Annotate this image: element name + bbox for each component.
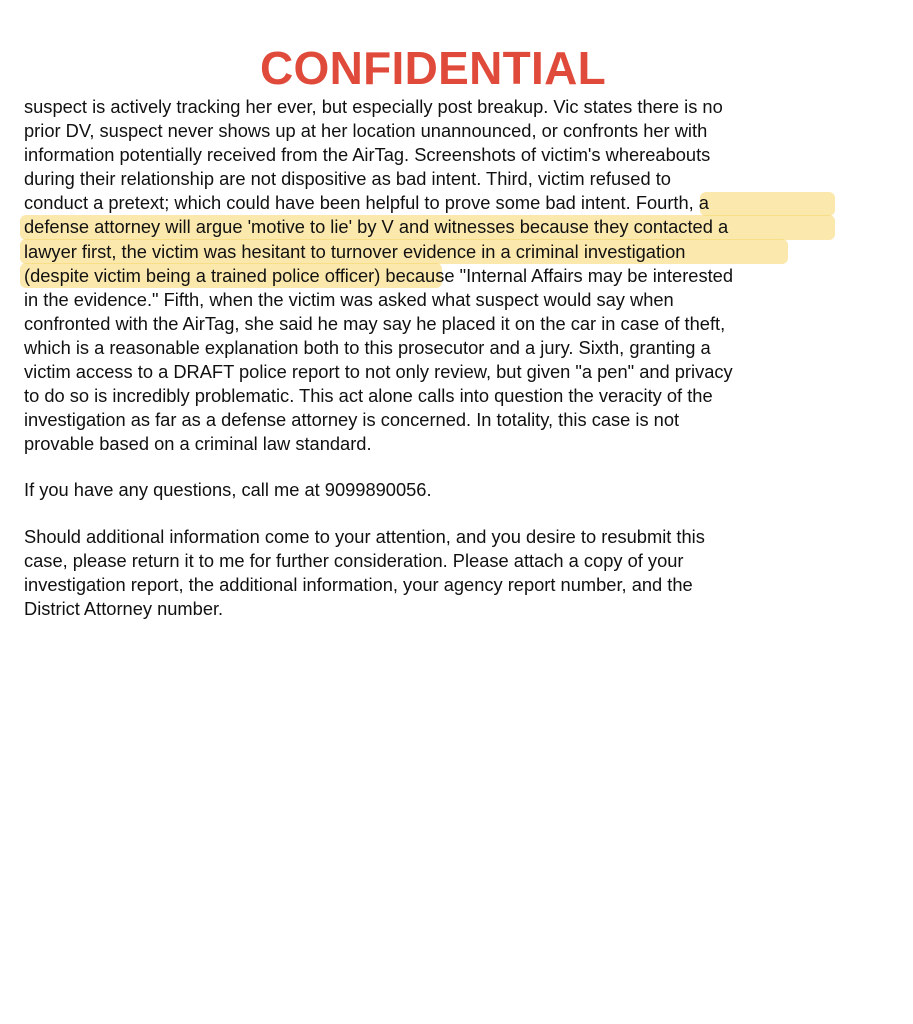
text-line: investigation as far as a defense attorney is concerned. In totality, this case is not — [24, 409, 680, 431]
text-line: provable based on a criminal law standard. — [24, 433, 372, 455]
text-line: District Attorney number. — [24, 597, 224, 619]
paragraph-spacer — [24, 456, 854, 478]
confidential-banner: CONFIDENTIAL — [259, 42, 607, 94]
text-segment: conduct a pretext; which could have been helpful to prove some bad intent. — [24, 192, 636, 214]
text-line: prior DV, suspect never shows up at her location unannounced, or confronts her with — [24, 120, 708, 142]
text-line — [24, 191, 854, 215]
contact-line: If you have any questions, call me at 9099890056. — [24, 479, 432, 501]
text-line: investigation report, the additional information, your agency report number, and the — [24, 573, 693, 595]
text-line: in the evidence." Fifth, when the victim was asked what suspect would say when — [24, 288, 674, 310]
highlighted-text: lawyer first, the victim was hesitant to turnover evidence in a criminal investigation — [24, 240, 686, 262]
text-line: victim access to a DRAFT police report to not only review, but given "a pen" and privacy — [24, 361, 733, 383]
text-line: Should additional information come to your attention, and you desire to resubmit this — [24, 525, 705, 547]
paragraph-contact — [24, 478, 854, 502]
text-line — [24, 264, 854, 288]
text-line: during their relationship are not dispositive as bad intent. Third, victim refused to — [24, 168, 671, 190]
text-line: confronted with the AirTag, she said he may say he placed it on the car in case of theft, — [24, 312, 726, 334]
text-line: which is a reasonable explanation both to this prosecutor and a jury. Sixth, granting a — [24, 336, 711, 358]
text-segment: because "Internal Affairs may be interested — [380, 264, 734, 286]
text-line: case, please return it to me for further consideration. Please attach a copy of your — [24, 549, 684, 571]
highlighted-text: defense attorney will argue 'motive to lie' by V and witnesses because they contacted a — [24, 216, 729, 238]
text-line: information potentially received from the AirTag. Screenshots of victim's whereabouts — [24, 144, 711, 166]
highlighted-text: (despite victim being a trained police officer) — [24, 264, 381, 286]
text-line: to do so is incredibly problematic. This act alone calls into question the veracity of the — [24, 385, 713, 407]
highlighted-text: Fourth, a — [635, 192, 709, 214]
letter-body — [24, 95, 854, 621]
text-line: suspect is actively tracking her ever, but especially post breakup. Vic states there is no — [24, 96, 723, 117]
paragraph-resubmit — [24, 525, 854, 621]
paragraph-spacer — [24, 503, 854, 525]
paragraph-findings — [24, 95, 854, 456]
